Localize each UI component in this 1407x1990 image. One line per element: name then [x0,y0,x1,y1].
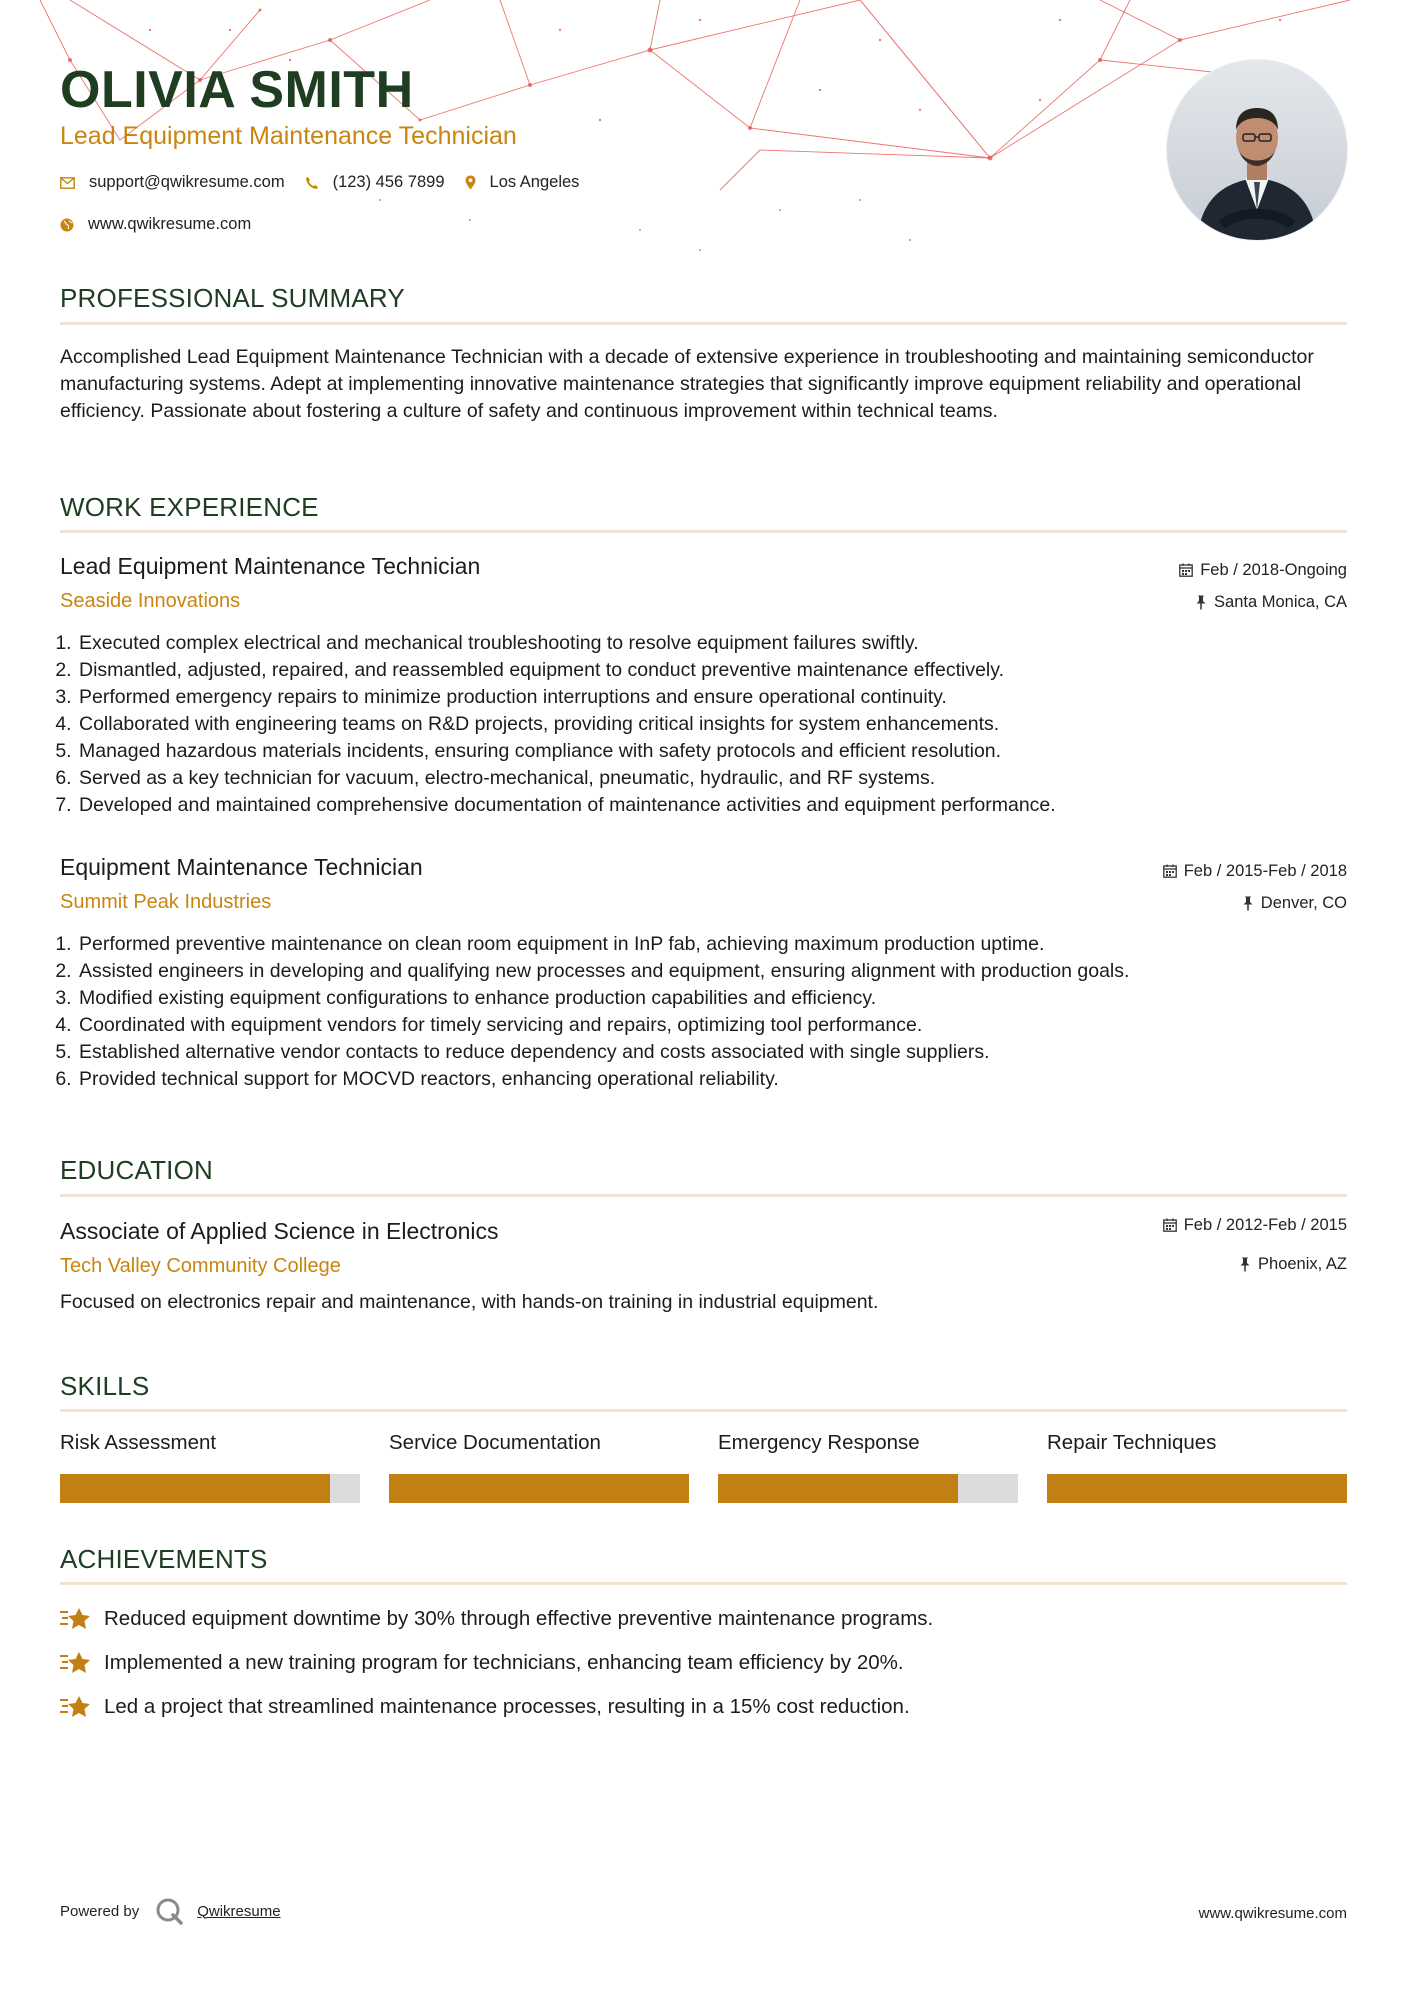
education-divider [60,1194,1347,1197]
skill-item [718,1430,1018,1503]
skill-item [389,1430,689,1503]
skill-bar-fill [718,1474,958,1503]
phone-icon [305,176,319,190]
footer-url[interactable]: www.qwikresume.com [1198,1905,1347,1922]
skill-name: Risk Assessment [60,1431,217,1454]
profile-photo [1167,60,1347,240]
job-1-bullets [60,630,1347,819]
pushpin-icon [1239,1257,1251,1272]
pushpin-icon [1242,896,1254,911]
job-1-dates [1179,559,1347,581]
skill-name: Service Documentation [389,1431,601,1454]
skill-bar-track [1047,1474,1347,1503]
job-1-dates-text: Feb / 2018-Ongoing [1200,561,1347,579]
education-description: Focused on electronics repair and maintenance, with hands-on training in industrial equipment. [60,1291,879,1313]
achievements-divider [60,1582,1347,1585]
education-dates [1163,1214,1347,1236]
job-1-bullet: 6. Served as a key technician for vacuum, electro-mechanical, pneumatic, hydraulic, and RF systems. [77,765,1347,792]
summary-heading: PROFESSIONAL SUMMARY [60,283,405,313]
job-2-bullet: 1. Performed preventive maintenance on clean room equipment in InP fab, achieving maximum production uptime. [77,931,1347,958]
achievement-text: Implemented a new training program for technicians, enhancing team efficiency by 20%. [104,1651,904,1674]
contact-phone[interactable] [305,173,445,192]
job-2-bullets [60,931,1347,1093]
calendar-icon [1179,563,1193,577]
job-2-bullet: 2. Assisted engineers in developing and qualifying new processes and equipment, ensuring alignment with production goals. [77,958,1347,985]
envelope-icon [60,177,75,189]
summary-divider [60,322,1347,325]
skill-bar-track [718,1474,1018,1503]
job-1-title: Lead Equipment Maintenance Technician [60,553,481,579]
achievement-text: Led a project that streamlined maintenance processes, resulting in a 15% cost reduction. [104,1695,910,1718]
education-degree: Associate of Applied Science in Electronics [60,1218,499,1244]
job-1-location [1195,591,1347,613]
calendar-icon [1163,864,1177,878]
job-1-bullet: 5. Managed hazardous materials incidents, ensuring compliance with safety protocols and efficient resolution. [77,738,1347,765]
qwikresume-logo-icon [155,1897,183,1925]
skill-name: Repair Techniques [1047,1431,1217,1454]
achievement-text: Reduced equipment downtime by 30% through effective preventive maintenance programs. [104,1607,934,1630]
job-1-bullet: 4. Collaborated with engineering teams on R&D projects, providing critical insights for system enhancements. [77,711,1347,738]
achievement-item [60,1641,1347,1685]
job-2-dates [1163,860,1347,882]
skills-list [60,1430,1347,1503]
skill-item [1047,1430,1347,1503]
skill-bar-fill [389,1474,689,1503]
location-text: Los Angeles [489,173,580,191]
job-2-bullet: 5. Established alternative vendor contacts to reduce dependency and costs associated with single suppliers. [77,1039,1347,1066]
star-badge-icon [60,1694,92,1720]
achievements-heading: ACHIEVEMENTS [60,1544,268,1574]
job-2-bullet: 6. Provided technical support for MOCVD reactors, enhancing operational reliability. [77,1066,1347,1093]
achievement-item [60,1685,1347,1729]
job-2-location [1242,892,1347,914]
footer-powered-by [60,1897,281,1925]
skills-heading: SKILLS [60,1371,150,1401]
education-location-text: Phoenix, AZ [1258,1255,1347,1273]
calendar-icon [1163,1218,1177,1232]
job-1-bullet: 3. Performed emergency repairs to minimize production interruptions and ensure operational continuity. [77,684,1347,711]
pushpin-icon [1195,595,1207,610]
job-1-bullet: 2. Dismantled, adjusted, repaired, and reassembled equipment to conduct preventive maintenance effectively. [77,657,1347,684]
contact-email[interactable] [60,173,285,192]
skill-bar-fill [60,1474,330,1503]
job-2-bullet: 4. Coordinated with equipment vendors for timely servicing and repairs, optimizing tool performance. [77,1012,1347,1039]
email-text: support@qwikresume.com [89,173,285,191]
skill-bar-track [60,1474,360,1503]
job-2-bullet: 3. Modified existing equipment configurations to enhance production capabilities and efficiency. [77,985,1347,1012]
contact-location [465,173,580,192]
star-badge-icon [60,1606,92,1632]
job-2-dates-text: Feb / 2015-Feb / 2018 [1183,862,1347,880]
map-pin-icon [465,175,476,190]
summary-text: Accomplished Lead Equipment Maintenance Technician with a decade of extensive experience in troubleshooting and maintaining semiconductor manufacturing systems. Adept at implementing innovative maintenance strategies that significantly improve equipment reliability and operational efficiency. Passionate about fostering a culture of safety and continuous improvement within technical teams. [60,346,1314,422]
job-1-bullet: 1. Executed complex electrical and mechanical troubleshooting to resolve equipment failures swiftly. [77,630,1347,657]
contact-row-1 [60,173,599,192]
experience-divider [60,530,1347,533]
skill-bar-track [389,1474,689,1503]
contact-row-2 [60,215,271,234]
skill-item [60,1430,360,1503]
job-2-title: Equipment Maintenance Technician [60,854,423,880]
achievements-list [60,1597,1347,1729]
experience-heading: WORK EXPERIENCE [60,492,319,522]
skill-name: Emergency Response [718,1431,920,1454]
achievement-item [60,1597,1347,1641]
education-dates-text: Feb / 2012-Feb / 2015 [1183,1216,1347,1234]
education-school: Tech Valley Community College [60,1255,341,1277]
job-1-location-text: Santa Monica, CA [1214,593,1347,611]
website-text: www.qwikresume.com [88,215,252,233]
brand-link[interactable]: Qwikresume [197,1902,281,1920]
skill-bar-fill [1047,1474,1347,1503]
star-badge-icon [60,1650,92,1676]
job-1-company: Seaside Innovations [60,590,241,612]
contact-website[interactable] [60,215,251,234]
education-heading: EDUCATION [60,1155,213,1185]
phone-text: (123) 456 7899 [332,173,445,191]
education-location [1239,1253,1347,1275]
candidate-role: Lead Equipment Maintenance Technician [60,122,517,150]
job-2-company: Summit Peak Industries [60,891,272,913]
job-2-location-text: Denver, CO [1260,894,1347,912]
job-1-bullet: 7. Developed and maintained comprehensive documentation of maintenance activities and equipment performance. [77,792,1347,819]
powered-by-label: Powered by [60,1902,140,1920]
skills-divider [60,1409,1347,1412]
profile-photo-icon [1167,60,1347,240]
globe-icon [60,218,74,232]
candidate-name: OLIVIA SMITH [60,61,414,119]
